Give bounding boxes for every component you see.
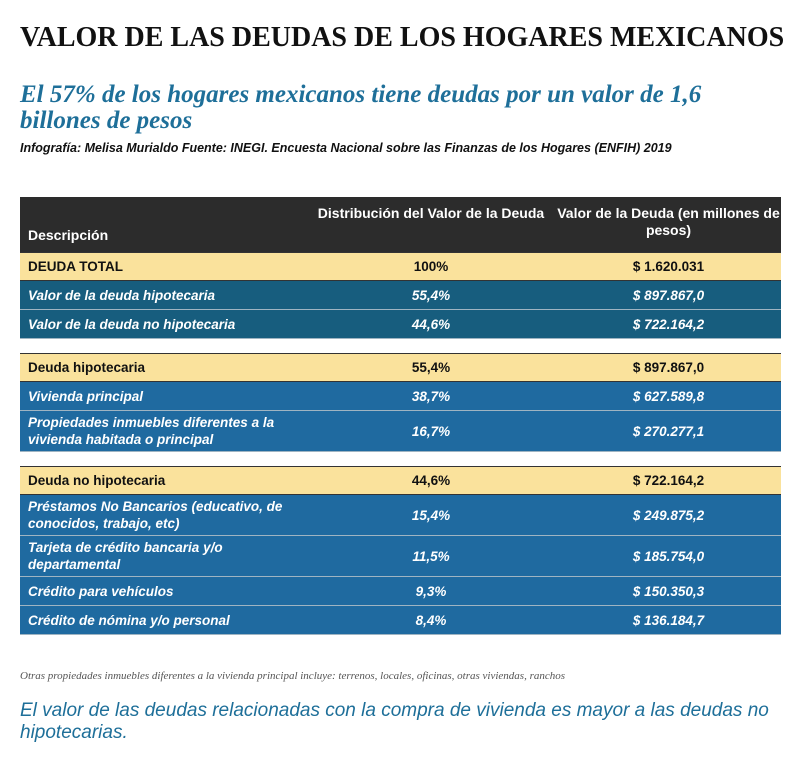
- table-row: [20, 310, 781, 339]
- row-value: $ 185.754,0: [632, 548, 705, 564]
- row-value: $ 722.164,2: [632, 473, 705, 488]
- row-description: Deuda no hipotecaria: [28, 473, 166, 488]
- row-distribution: 55,4%: [411, 287, 451, 303]
- table-row-subtotal: [20, 353, 781, 382]
- debt-table: [20, 197, 781, 635]
- page-subtitle: El 57% de los hogares mexicanos tiene deudas por un valor de 1,6 billones de pesos: [20, 81, 702, 134]
- section-gap: [20, 339, 781, 353]
- row-description: Propiedades inmuebles diferentes a la vivienda habitada o principal: [28, 415, 275, 447]
- row-value: $ 627.589,8: [632, 388, 705, 404]
- table-row: [20, 281, 781, 310]
- row-distribution: 9,3%: [415, 583, 447, 599]
- row-value: $ 722.164,2: [632, 316, 705, 332]
- table-row: [20, 577, 781, 606]
- header-valor: Valor de la Deuda (en millones de pesos): [557, 205, 780, 238]
- row-value: $ 897.867,0: [632, 287, 705, 303]
- table-row: [20, 495, 781, 536]
- row-distribution: 11,5%: [412, 548, 450, 564]
- row-description: Valor de la deuda hipotecaria: [28, 287, 216, 303]
- row-distribution: 100%: [413, 259, 449, 274]
- conclusion-text: El valor de las deudas relacionadas con la compra de vivienda es mayor a las deudas no hipotecarias.: [20, 700, 769, 743]
- row-distribution: 38,7%: [411, 388, 451, 404]
- row-distribution: 44,6%: [411, 473, 451, 488]
- footnote: Otras propiedades inmuebles diferentes a la vivienda principal incluye: terrenos, locales, oficinas, otras viviendas, ranchos: [20, 670, 566, 682]
- header-distribucion: Distribución del Valor de la Deuda: [317, 205, 545, 221]
- row-value: $ 249.875,2: [632, 507, 705, 523]
- section-gap: [20, 452, 781, 466]
- table-header-row: [20, 197, 781, 252]
- row-value: $ 136.184,7: [632, 612, 705, 628]
- row-distribution: 15,4%: [411, 507, 451, 523]
- row-value: $ 150.350,3: [632, 583, 705, 599]
- table-row: [20, 606, 781, 635]
- row-description: Valor de la deuda no hipotecaria: [28, 316, 236, 332]
- row-description: Tarjeta de crédito bancaria y/o departamental: [28, 540, 223, 572]
- row-value: $ 897.867,0: [632, 360, 705, 375]
- row-distribution: 55,4%: [411, 360, 451, 375]
- row-description: Vivienda principal: [28, 388, 144, 404]
- table-row: [20, 536, 781, 577]
- table-row: [20, 382, 781, 411]
- row-distribution: 8,4%: [415, 612, 447, 628]
- page-title: VALOR DE LAS DEUDAS DE LOS HOGARES MEXICANOS: [20, 22, 785, 53]
- source-credit: Infografía: Melisa Murialdo Fuente: INEGI. Encuesta Nacional sobre las Finanzas de los Hogares (ENFIH) 2019: [20, 141, 672, 155]
- row-value: $ 270.277,1: [632, 423, 705, 439]
- row-description: Préstamos No Bancarios (educativo, de conocidos, trabajo, etc): [28, 499, 283, 531]
- row-distribution: 44,6%: [411, 316, 451, 332]
- table-row: [20, 411, 781, 452]
- row-description: DEUDA TOTAL: [28, 259, 123, 274]
- table-row-subtotal: [20, 466, 781, 495]
- header-descripcion: Descripción: [28, 227, 109, 243]
- row-description: Deuda hipotecaria: [28, 360, 146, 375]
- table-row-total: [20, 252, 781, 281]
- row-distribution: 16,7%: [411, 423, 451, 439]
- row-description: Crédito de nómina y/o personal: [28, 612, 230, 628]
- row-description: Crédito para vehículos: [28, 583, 174, 599]
- row-value: $ 1.620.031: [632, 259, 705, 274]
